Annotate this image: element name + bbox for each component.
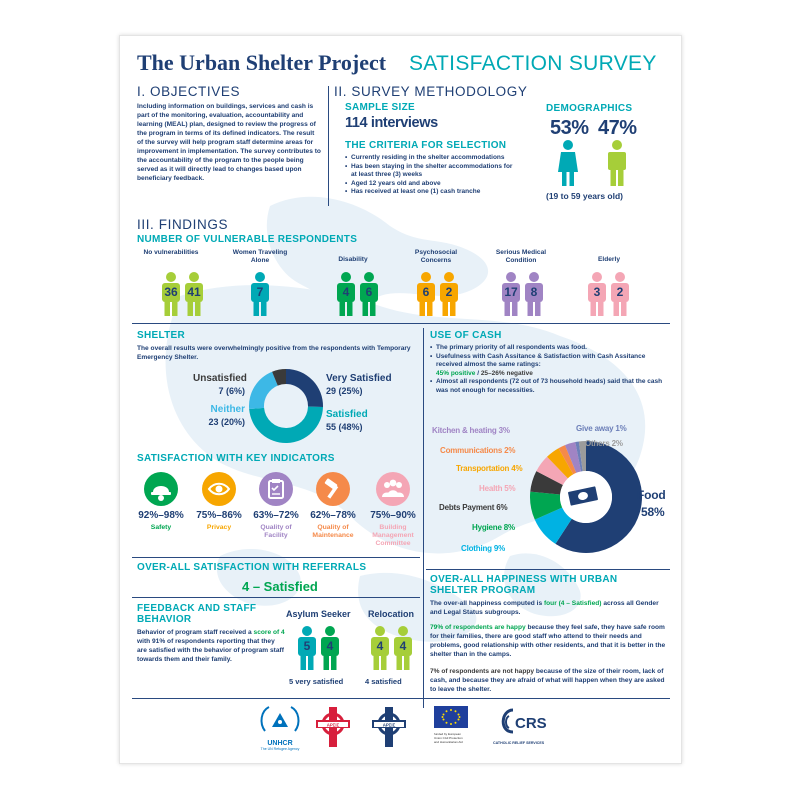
sample-size-value: 114 interviews [345, 115, 438, 131]
vulnerable-group-label: Elderly [598, 256, 620, 263]
person-count: 17 [504, 285, 518, 299]
person-icon [335, 272, 357, 316]
person-icon [392, 626, 414, 670]
divider-vertical-mid [423, 328, 424, 708]
cash-chart-label: Health 5% [479, 484, 516, 493]
person-icon [586, 272, 608, 316]
arsis-blue-emblem-icon [370, 705, 408, 749]
happiness-happy-text: because they feel safe, they have safe room for their families, there are good staff who attend to their needs and problems, good relationship with other residents, and that it is better in the shelter than in the camps. [430, 624, 666, 658]
eu-caption: funded by European Union Civil Protection and Humanitarian Aid [434, 732, 463, 744]
key-indicator-range: 92%–98% [138, 510, 184, 521]
shelter-label-neither: Neither [210, 404, 245, 415]
vulnerable-group-label: No vulnerabilities [143, 249, 199, 256]
cash-bullet: • Almost all respondents (72 out of 73 household heads) said that the cash was not enough for necessities. [430, 378, 670, 395]
divider-horizontal-3 [132, 597, 420, 598]
key-indicator-icon-circle [202, 472, 236, 506]
cash-bullet: • The primary priority of all respondents was food. [430, 344, 670, 353]
happiness-happy [430, 623, 670, 659]
shelter-text: The overall results were overwhelmingly positive from the respondents with Temporary Emergency Shelter. [137, 345, 411, 361]
key-indicators-heading: SATISFACTION WITH KEY INDICATORS [137, 453, 335, 464]
cash-chart-label: Transportation 4% [456, 464, 523, 473]
happiness-happy-bold: 79% of respondents are happy [430, 624, 526, 631]
criteria-list [345, 154, 517, 197]
person-icon [249, 272, 271, 316]
shelter-label-unsatisfied: Unsatisfied [193, 373, 247, 384]
cash-chart-label: Clothing 9% [461, 544, 506, 553]
person-icon [415, 272, 437, 316]
crs-emblem-icon [493, 706, 555, 736]
arsis-logo-red [314, 705, 352, 749]
shelter-donut-slice [249, 372, 278, 409]
person-icon [609, 272, 631, 316]
criteria-item: • Currently residing in the shelter accommodations [345, 154, 517, 163]
objectives-heading: I. OBJECTIVES [137, 84, 241, 99]
person-icon [369, 626, 391, 670]
key-indicator-icon-circle [376, 472, 410, 506]
objectives-text: Including information on buildings, services and cash is part of the monitoring, evaluation, accountability and learning (MEAL) plan, designed to review the progress of the program in terms of its defined indicators. The result of the survey will help program staff determine areas for improvement in implementation. The survey contributes to the accountability of the program to the people being served as it will directly lead to changes based upon beneficiary feedback. [137, 103, 321, 182]
cash-bullet-text: Usefulness with Cash Assitance & Satisfaction with Cash Assitance received almost the same ratings: [436, 352, 646, 369]
person-icon [358, 272, 380, 316]
cash-sep: / [475, 369, 481, 377]
feedback-heading: FEEDBACK AND STAFF BEHAVIOR [137, 603, 257, 625]
happiness-intro [430, 599, 670, 617]
person-icon [500, 272, 522, 316]
person-count: 2 [616, 285, 624, 299]
shelter-label-satisfied: Satisfied [326, 409, 368, 420]
vulnerable-group-label: Serious Medical Condition [495, 249, 547, 264]
shelter-value-neither: 23 (20%) [208, 417, 245, 427]
person-count: 4 [376, 639, 384, 653]
helmet-icon [144, 472, 178, 506]
cash-bullets [430, 344, 670, 396]
key-indicator-range: 62%–78% [310, 510, 356, 521]
relocation-heading: Relocation [368, 609, 415, 619]
key-indicator-label: Quality of Facility [260, 524, 292, 539]
cash-chart-label: Communications 2% [440, 446, 516, 455]
person-icon [296, 626, 318, 670]
vulnerable-group-label: Disability [338, 256, 368, 263]
criteria-item: • Has been staying in the shelter accommodations for at least three (3) weeks [345, 163, 517, 180]
cash-label-food-pct: 58% [641, 505, 665, 519]
crs-name: CRS [515, 715, 547, 732]
title-sub: SATISFACTION SURVEY [409, 52, 657, 75]
sample-size-label: SAMPLE SIZE [345, 102, 415, 113]
key-indicator-label: Safety [150, 524, 172, 531]
male-percent: 47% [598, 117, 637, 139]
cash-heading: USE OF CASH [430, 330, 502, 341]
feedback-text [137, 628, 285, 664]
person-count: 6 [422, 285, 430, 299]
happiness-intro-text: The over-all happiness computed is [430, 600, 544, 607]
asylum-caption: 5 very satisfied [289, 677, 344, 686]
vulnerable-group-label: Psychosocial Concerns [414, 249, 458, 264]
cash-label-food-name: Food [637, 488, 666, 502]
cash-bullet [430, 353, 670, 379]
person-count: 3 [593, 285, 601, 299]
group-icon [376, 472, 410, 506]
title-main: The Urban Shelter Project [137, 50, 387, 75]
infographic-page [119, 35, 682, 764]
shelter-value-unsatisfied: 7 (6%) [218, 386, 245, 396]
key-indicator-label: Building Management Committee [372, 524, 414, 547]
clipboard-icon [259, 472, 293, 506]
referrals-value: 4 – Satisfied [242, 579, 318, 594]
feedback-text-before: Behavior of program staff received a [137, 629, 254, 636]
cash-positive: 45% positive [436, 369, 476, 377]
shelter-heading: SHELTER [137, 330, 186, 341]
shelter-donut-slice [249, 407, 323, 443]
shelter-donut-slice [286, 369, 323, 407]
key-indicator-range: 75%–86% [196, 510, 242, 521]
happiness-score: four (4 – Satisfied) [543, 600, 602, 607]
divider-horizontal-5 [132, 698, 670, 699]
person-count: 4 [326, 639, 334, 653]
criteria-item: • Has received at least one (1) cash tranche [345, 188, 517, 197]
feedback-text-after: with 91% of respondents reporting that they are satisfied with the behavior of program staff towards them and their family. [137, 638, 284, 663]
shelter-value-satisfied: 55 (48%) [326, 422, 363, 432]
key-indicator-icon-circle [144, 472, 178, 506]
arsis-logo-blue [370, 705, 408, 749]
referrals-heading: OVER-ALL SATISFACTION WITH REFERRALS [137, 562, 367, 573]
happiness-intro-after: across all Gender and Legal Status subgroups. [430, 600, 659, 616]
key-indicator-icon-circle [259, 472, 293, 506]
findings-heading: III. FINDINGS [137, 217, 229, 232]
hammer-icon [316, 472, 350, 506]
person-count: 4 [342, 285, 350, 299]
divider-horizontal-1 [132, 323, 670, 324]
happiness-unhappy-text: because of the size of their room, lack of cash, and because they are afraid of what will happen when they are asked to leave the shelter. [430, 668, 665, 693]
happiness-unhappy [430, 667, 670, 694]
money-icon [564, 482, 604, 510]
key-indicator-range: 75%–90% [370, 510, 416, 521]
key-indicator-label: Privacy [206, 524, 232, 531]
person-count: 6 [365, 285, 373, 299]
person-count: 36 [164, 285, 178, 299]
eu-logo [434, 706, 468, 754]
shelter-donut-chart [248, 368, 324, 444]
age-range: (19 to 59 years old) [546, 191, 624, 201]
female-figure-icon [556, 140, 580, 186]
cash-chart-label: Give away 1% [576, 424, 627, 433]
vulnerable-group-label: Women Traveling Alone [232, 249, 288, 264]
arsis-red-emblem-icon [314, 705, 352, 749]
shelter-value-very-satisfied: 29 (25%) [326, 386, 363, 396]
person-count: 41 [187, 285, 201, 299]
person-count: 8 [530, 285, 538, 299]
female-percent: 53% [550, 117, 589, 139]
person-count: 4 [399, 639, 407, 653]
unhcr-logo [255, 705, 305, 755]
person-icon [319, 626, 341, 670]
person-icon [523, 272, 545, 316]
methodology-heading: II. SURVEY METHODOLOGY [334, 84, 528, 99]
arsis-red-text: ΑΡΣΙΣ [326, 722, 340, 728]
unhcr-emblem-icon [255, 705, 305, 735]
cash-negative: 25–26% negative [480, 369, 533, 377]
demographics-heading: DEMOGRAPHICS [546, 103, 633, 114]
divider-vertical-top [328, 86, 329, 206]
cash-chart-label: Hygiene 8% [472, 523, 515, 532]
person-count: 2 [445, 285, 453, 299]
person-icon [438, 272, 460, 316]
cash-chart-label: Debts Payment 6% [439, 503, 508, 512]
key-indicator-label: Quality of Maintenance [312, 524, 354, 539]
happiness-heading: OVER-ALL HAPPINESS WITH URBAN SHELTER PROGRAM [430, 574, 618, 596]
eye-icon [202, 472, 236, 506]
divider-horizontal-2 [132, 557, 420, 558]
person-icon [183, 272, 205, 316]
unhcr-name: UNHCR [267, 740, 293, 747]
shelter-label-very-satisfied: Very Satisfied [326, 373, 392, 384]
divider-horizontal-4 [426, 569, 670, 570]
vulnerable-heading: NUMBER OF VULNERABLE RESPONDENTS [137, 234, 358, 245]
key-indicator-range: 63%–72% [253, 510, 299, 521]
relocation-caption: 4 satisfied [365, 677, 402, 686]
eu-flag-icon [434, 706, 468, 728]
cash-chart-label: Others 2% [585, 439, 623, 448]
criteria-item: • Aged 12 years old and above [345, 180, 517, 189]
unhcr-tagline: The UN Refugee Agency [260, 747, 300, 751]
crs-logo [493, 706, 555, 752]
crs-tagline: CATHOLIC RELIEF SERVICES [493, 741, 545, 745]
person-count: 5 [303, 639, 311, 653]
male-figure-icon [605, 140, 629, 186]
person-count: 7 [256, 285, 264, 299]
asylum-heading: Asylum Seeker [286, 609, 351, 619]
criteria-heading: THE CRITERIA FOR SELECTION [345, 140, 507, 151]
key-indicator-icon-circle [316, 472, 350, 506]
feedback-score: score of 4 [253, 629, 285, 636]
happiness-unhappy-bold: 7% of respondents are not happy [430, 668, 535, 675]
cash-chart-label: Kitchen & heating 3% [432, 426, 510, 435]
arsis-blue-text: ΑΡΣΙΣ [382, 722, 396, 728]
person-icon [160, 272, 182, 316]
